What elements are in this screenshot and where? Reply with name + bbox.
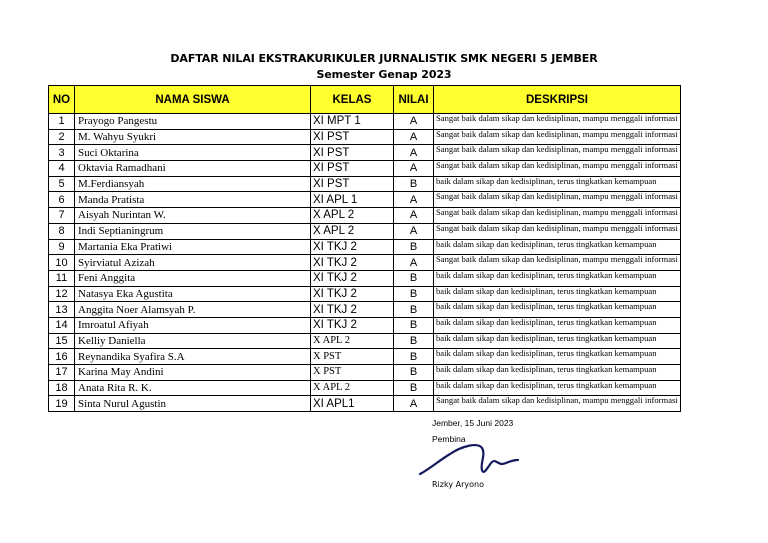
table-row xyxy=(49,365,681,381)
row-kelas: XI MPT 1 xyxy=(311,114,394,130)
row-nilai: B xyxy=(394,349,434,365)
column-header-deskripsi: DESKRIPSI xyxy=(434,86,681,114)
row-deskripsi: baik dalam sikap dan kedisiplinan, terus tingkatkan kemampuan xyxy=(434,365,681,381)
row-deskripsi: baik dalam sikap dan kedisiplinan, terus tingkatkan kemampuan xyxy=(434,176,681,192)
row-nama: Natasya Eka Agustita xyxy=(75,286,311,302)
row-nama: M.Ferdiansyah xyxy=(75,176,311,192)
table-row xyxy=(49,349,681,365)
row-no: 2 xyxy=(49,129,75,145)
document-title: DAFTAR NILAI EKSTRAKURIKULER JURNALISTIK SMK NEGERI 5 JEMBER xyxy=(170,52,598,65)
table-row xyxy=(49,223,681,239)
row-kelas: XI PST xyxy=(311,145,394,161)
row-nilai: B xyxy=(394,365,434,381)
row-deskripsi: Sangat baik dalam sikap dan kedisiplinan, mampu menggali informasi xyxy=(434,255,681,271)
row-no: 18 xyxy=(49,380,75,396)
row-kelas: X APL 2 xyxy=(311,223,394,239)
row-nilai: B xyxy=(394,380,434,396)
signer-name: Rizky Aryono xyxy=(432,480,484,489)
row-kelas: XI PST xyxy=(311,176,394,192)
row-kelas: XI TKJ 2 xyxy=(311,239,394,255)
column-header-nama: NAMA SISWA xyxy=(75,86,311,114)
row-kelas: XI TKJ 2 xyxy=(311,286,394,302)
row-deskripsi: baik dalam sikap dan kedisiplinan, terus tingkatkan kemampuan xyxy=(434,349,681,365)
row-deskripsi: baik dalam sikap dan kedisiplinan, terus tingkatkan kemampuan xyxy=(434,286,681,302)
row-nama: Prayogo Pangestu xyxy=(75,114,311,130)
row-no: 5 xyxy=(49,176,75,192)
row-no: 15 xyxy=(49,333,75,349)
table-row xyxy=(49,239,681,255)
row-no: 14 xyxy=(49,317,75,333)
row-deskripsi: baik dalam sikap dan kedisiplinan, terus tingkatkan kemampuan xyxy=(434,239,681,255)
table-row xyxy=(49,333,681,349)
table-row xyxy=(49,302,681,318)
row-no: 12 xyxy=(49,286,75,302)
table-row xyxy=(49,317,681,333)
row-no: 8 xyxy=(49,223,75,239)
row-kelas: XI TKJ 2 xyxy=(311,302,394,318)
table-body xyxy=(49,114,681,412)
row-nama: Anata Rita R. K. xyxy=(75,380,311,396)
column-header-nilai: NILAI xyxy=(394,86,434,114)
table-header-row xyxy=(49,86,681,114)
row-nama: Suci Oktarina xyxy=(75,145,311,161)
table-row xyxy=(49,161,681,177)
row-nilai: A xyxy=(394,192,434,208)
row-nama: Sinta Nurul Agustin xyxy=(75,396,311,412)
row-nama: Imroatul Afiyah xyxy=(75,317,311,333)
row-no: 19 xyxy=(49,396,75,412)
table-row xyxy=(49,114,681,130)
row-nilai: B xyxy=(394,302,434,318)
row-nilai: A xyxy=(394,223,434,239)
row-deskripsi: baik dalam sikap dan kedisiplinan, terus tingkatkan kemampuan xyxy=(434,380,681,396)
row-nilai: A xyxy=(394,255,434,271)
row-deskripsi: Sangat baik dalam sikap dan kedisiplinan, mampu menggali informasi xyxy=(434,114,681,130)
row-no: 3 xyxy=(49,145,75,161)
row-nilai: A xyxy=(394,129,434,145)
row-deskripsi: Sangat baik dalam sikap dan kedisiplinan, mampu menggali informasi xyxy=(434,396,681,412)
row-nama: Aisyah Nurintan W. xyxy=(75,208,311,224)
row-nilai: B xyxy=(394,333,434,349)
row-kelas: XI PST xyxy=(311,129,394,145)
table-row xyxy=(49,145,681,161)
row-kelas: XI TKJ 2 xyxy=(311,317,394,333)
column-header-no: NO xyxy=(49,86,75,114)
row-nilai: A xyxy=(394,145,434,161)
table-row xyxy=(49,129,681,145)
row-nama: Reynandika Syafira S.A xyxy=(75,349,311,365)
row-deskripsi: Sangat baik dalam sikap dan kedisiplinan, mampu menggali informasi xyxy=(434,161,681,177)
row-nama: Oktavia Ramadhani xyxy=(75,161,311,177)
row-no: 1 xyxy=(49,114,75,130)
row-no: 16 xyxy=(49,349,75,365)
row-deskripsi: baik dalam sikap dan kedisiplinan, terus tingkatkan kemampuan xyxy=(434,317,681,333)
row-kelas: X PST xyxy=(311,365,394,381)
row-kelas: X APL 2 xyxy=(311,208,394,224)
row-deskripsi: baik dalam sikap dan kedisiplinan, terus tingkatkan kemampuan xyxy=(434,333,681,349)
row-nilai: A xyxy=(394,114,434,130)
signature xyxy=(418,440,528,480)
grades-table xyxy=(48,85,681,412)
place-date: Jember, 15 Juni 2023 xyxy=(432,418,514,428)
row-kelas: XI PST xyxy=(311,161,394,177)
row-nilai: B xyxy=(394,239,434,255)
row-no: 9 xyxy=(49,239,75,255)
row-kelas: X PST xyxy=(311,349,394,365)
row-deskripsi: Sangat baik dalam sikap dan kedisiplinan, mampu menggali informasi xyxy=(434,129,681,145)
row-deskripsi: Sangat baik dalam sikap dan kedisiplinan, mampu menggali informasi xyxy=(434,223,681,239)
row-kelas: XI APL 1 xyxy=(311,192,394,208)
row-nama: Kelliy Daniella xyxy=(75,333,311,349)
row-nama: Martania Eka Pratiwi xyxy=(75,239,311,255)
row-nama: Karina May Andini xyxy=(75,365,311,381)
row-nilai: B xyxy=(394,286,434,302)
column-header-kelas: KELAS xyxy=(311,86,394,114)
row-nama: Syirviatul Azizah xyxy=(75,255,311,271)
row-no: 13 xyxy=(49,302,75,318)
table-row xyxy=(49,286,681,302)
row-nama: M. Wahyu Syukri xyxy=(75,129,311,145)
row-nilai: A xyxy=(394,161,434,177)
row-nama: Anggita Noer Alamsyah P. xyxy=(75,302,311,318)
row-nilai: A xyxy=(394,396,434,412)
row-kelas: X APL 2 xyxy=(311,380,394,396)
table-row xyxy=(49,270,681,286)
table-row xyxy=(49,396,681,412)
row-nama: Indi Septianingrum xyxy=(75,223,311,239)
row-nilai: B xyxy=(394,270,434,286)
row-deskripsi: baik dalam sikap dan kedisiplinan, terus tingkatkan kemampuan xyxy=(434,270,681,286)
row-kelas: X APL 2 xyxy=(311,333,394,349)
row-no: 7 xyxy=(49,208,75,224)
row-no: 10 xyxy=(49,255,75,271)
row-kelas: XI APL1 xyxy=(311,396,394,412)
table-row xyxy=(49,255,681,271)
row-deskripsi: Sangat baik dalam sikap dan kedisiplinan, mampu menggali informasi xyxy=(434,192,681,208)
signer-role: Pembina xyxy=(432,434,466,444)
row-nilai: A xyxy=(394,208,434,224)
row-nama: Feni Anggita xyxy=(75,270,311,286)
row-deskripsi: baik dalam sikap dan kedisiplinan, terus tingkatkan kemampuan xyxy=(434,302,681,318)
row-no: 6 xyxy=(49,192,75,208)
document-subtitle: Semester Genap 2023 xyxy=(316,68,452,81)
row-no: 4 xyxy=(49,161,75,177)
row-nilai: B xyxy=(394,317,434,333)
row-nama: Manda Pratista xyxy=(75,192,311,208)
table-row xyxy=(49,380,681,396)
row-kelas: XI TKJ 2 xyxy=(311,270,394,286)
row-no: 11 xyxy=(49,270,75,286)
table-row xyxy=(49,208,681,224)
table-row xyxy=(49,176,681,192)
row-deskripsi: Sangat baik dalam sikap dan kedisiplinan, mampu menggali informasi xyxy=(434,208,681,224)
row-deskripsi: Sangat baik dalam sikap dan kedisiplinan, mampu menggali informasi xyxy=(434,145,681,161)
table-row xyxy=(49,192,681,208)
row-no: 17 xyxy=(49,365,75,381)
row-kelas: XI TKJ 2 xyxy=(311,255,394,271)
row-nilai: B xyxy=(394,176,434,192)
